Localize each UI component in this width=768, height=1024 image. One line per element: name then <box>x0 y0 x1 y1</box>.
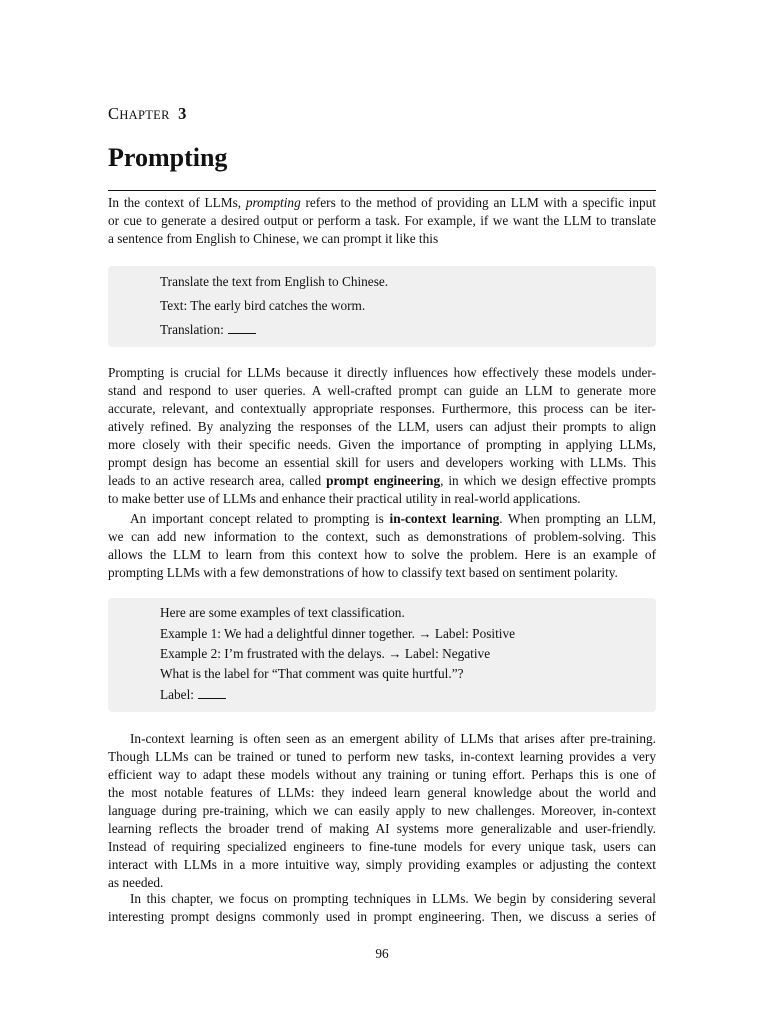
text-span: leads to an active research area, called <box>108 473 327 488</box>
paragraph-line: Though LLMs can be trained or tuned to perform new tasks, in-context learning provides a very <box>108 749 656 764</box>
paragraph-line: In-context learning is often seen as an emergent ability of LLMs that arises after pre-training. <box>130 731 656 746</box>
paragraph-line: learning reflects the broader trend of making AI systems more generalizable and user-friendly. <box>108 821 656 836</box>
page-number: 96 <box>375 946 389 961</box>
prompt-example-box-translation <box>108 266 656 347</box>
paragraph-line: Instead of requiring specialized engineers to fine-tune models for every unique task, users can <box>108 839 656 854</box>
prompt-line: Text: The early bird catches the worm. <box>160 298 366 313</box>
paragraph-line: to make better use of LLMs and enhance their practical utility in real-world applications. <box>108 491 581 506</box>
answer-blank <box>228 322 256 334</box>
text-span: An important concept related to prompting is <box>130 511 390 526</box>
paragraph-line: prompting LLMs with a few demonstrations of how to classify text based on sentiment polarity. <box>108 565 618 580</box>
paragraph-line: Prompting is crucial for LLMs because it directly influences how effectively these models under- <box>108 365 656 380</box>
body-paragraph-prompting-importance <box>108 364 656 508</box>
translation-label: Translation: <box>160 322 224 337</box>
prompt-line-label <box>160 687 226 703</box>
paragraph-line <box>108 472 656 490</box>
text-span: In the context of LLMs, <box>108 195 246 210</box>
label-text: Label: <box>160 687 194 702</box>
paragraph-line: or cue to generate a desired output or perform a task. For example, if we want the LLM to translate <box>108 213 656 228</box>
body-paragraph-emergent-ability <box>108 730 656 892</box>
intro-paragraph <box>108 194 656 248</box>
prompt-line: Translate the text from English to Chinese. <box>160 274 389 289</box>
paragraph-line: In this chapter, we focus on prompting techniques in LLMs. We begin by considering several <box>130 891 656 906</box>
paragraph-line: accurate, relevant, and contextually appropriate responses. Furthermore, this process can be iter- <box>108 401 656 416</box>
body-paragraph-chapter-overview <box>108 890 656 926</box>
chapter-label <box>108 104 187 124</box>
prompt-line-translation <box>160 322 256 338</box>
prompt-line: What is the label for “That comment was quite hurtful.”? <box>160 666 464 681</box>
chapter-word-initial: C <box>108 104 120 123</box>
chapter-word-rest: HAPTER <box>119 108 170 122</box>
chapter-number: 3 <box>178 104 187 123</box>
paragraph-line: efficient way to adapt these models without any training or tuning effort. Perhaps this is one of <box>108 767 656 782</box>
text-span: , in which we design effective prompts <box>440 473 656 488</box>
paragraph-line: prompt design has become an essential skill for users and developers working with LLMs. This <box>108 455 656 470</box>
answer-blank <box>198 687 226 699</box>
prompt-example-box-classification <box>108 598 656 712</box>
paragraph-line: allows the LLM to learn from this context how to solve the problem. Here is an example of <box>108 547 656 562</box>
emphasis-prompting: prompting <box>245 195 301 210</box>
chapter-title: Prompting <box>108 143 228 172</box>
paragraph-line: a sentence from English to Chinese, we can prompt it like this <box>108 231 439 246</box>
paragraph-line: language during pre-training, which we can easily apply to new challenges. Moreover, in-context <box>108 803 656 818</box>
prompt-line: Example 2: I’m frustrated with the delays. → Label: Negative <box>160 646 491 661</box>
paragraph-line: more closely with their specific needs. Given the importance of prompting in applying LLMs, <box>108 437 656 452</box>
paragraph-line: the most notable features of LLMs: they indeed learn general knowledge about the world and <box>108 785 656 800</box>
paragraph-line: we can add new information to the context, such as demonstrations of problem-solving. This <box>108 529 656 544</box>
term-in-context-learning: in-context learning <box>389 511 500 526</box>
paragraph-line: interact with LLMs in a more intuitive way, simply providing examples or adjusting the context <box>108 857 656 872</box>
paragraph-line: as needed. <box>108 875 164 890</box>
paragraph-line: atively refined. By analyzing the responses of the LLM, users can adjust their prompts to align <box>108 419 656 434</box>
body-paragraph-in-context-learning <box>108 510 656 582</box>
term-prompt-engineering: prompt engineering <box>326 473 441 488</box>
title-rule <box>108 190 656 191</box>
paragraph-line: interesting prompt designs commonly used in prompt engineering. Then, we discuss a series of <box>108 909 656 924</box>
prompt-line: Example 1: We had a delightful dinner together. → Label: Positive <box>160 626 516 641</box>
paragraph-line <box>108 194 656 212</box>
text-span: . When prompting an LLM, <box>499 511 656 526</box>
prompt-line: Here are some examples of text classification. <box>160 605 405 620</box>
paragraph-line: stand and respond to user queries. A well-crafted prompt can guide an LLM to generate more <box>108 383 656 398</box>
text-span: refers to the method of providing an LLM with a specific input <box>300 195 656 210</box>
paragraph-line <box>108 510 656 528</box>
